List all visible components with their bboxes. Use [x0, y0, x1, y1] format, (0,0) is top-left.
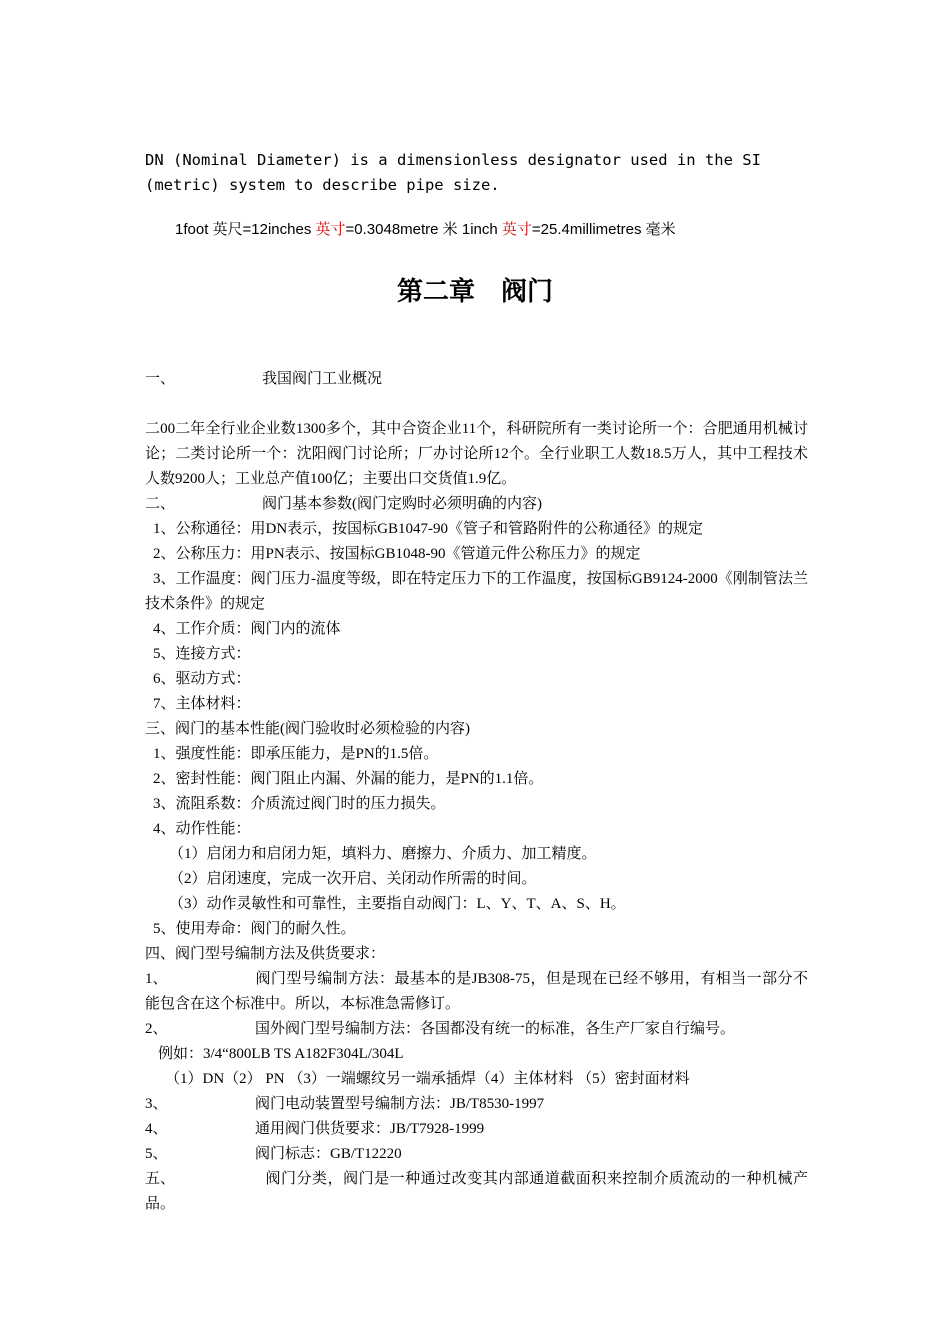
section-1-heading — [145, 367, 808, 392]
list-item — [145, 1017, 808, 1042]
list-item: 1、强度性能：即承压能力，是PN的1.5倍。 — [153, 746, 439, 762]
list-item — [145, 967, 808, 1017]
list-item: 3、流阻系数：介质流过阀门时的压力损失。 — [153, 796, 446, 812]
item-text: 阀门电动装置型号编制方法：JB/T8530-1997 — [255, 1096, 545, 1112]
section-number: 一、 — [145, 371, 176, 387]
item-number: 1、 — [145, 971, 168, 987]
item-number: 4、 — [145, 1121, 168, 1137]
item-text: 阀门型号编制方法：最基本的是JB308-75，但是现在已经不够用，有相当一部分不能包含在这个标准中。所以，本标准急需修订。 — [145, 971, 808, 1012]
section-title: 我国阀门工业概况 — [262, 371, 383, 387]
list-item: 3、工作温度：阀门压力-温度等级，即在特定压力下的工作温度，按国标GB9124-2000《刚制管法兰 技术条件》的规定 — [145, 571, 808, 612]
section-number: 二、 — [145, 496, 176, 512]
section-5-paragraph — [145, 1167, 808, 1217]
item-number: 3、 — [145, 1096, 168, 1112]
list-item: 2、公称压力：用PN表示、按国标GB1048-90《管道元件公称压力》的规定 — [153, 546, 641, 562]
list-item: 4、动作性能： — [153, 821, 251, 837]
list-item — [145, 1142, 808, 1167]
conversion-highlight-1: 英寸 — [315, 221, 346, 238]
list-item: 7、主体材料： — [153, 696, 251, 712]
item-text: 国外阀门型号编制方法：各国都没有统一的标准，各生产厂家自行编号。 — [255, 1021, 736, 1037]
chapter-number: 第二章 — [396, 277, 475, 307]
list-item: 1、公称通径：用DN表示，按国标GB1047-90《管子和管路附件的公称通径》的规定 — [153, 521, 704, 537]
section-text: 阀门分类，阀门是一种通过改变其内部通道截面积来控制介质流动的一种机械产品。 — [145, 1171, 808, 1212]
example-parts-line: （1）DN（2） PN （3）一端螺纹另一端承插焊（4）主体材料 （5）密封面材料 — [165, 1071, 690, 1087]
list-item — [145, 1092, 808, 1117]
list-item — [145, 1117, 808, 1142]
example-line: 例如：3/4“800LB TS A182F304L/304L — [158, 1046, 404, 1062]
section-4-heading: 四、阀门型号编制方法及供货要求： — [145, 946, 386, 962]
item-text: 通用阀门供货要求：JB/T7928-1999 — [255, 1121, 485, 1137]
item-text: 阀门标志：GB/T12220 — [255, 1146, 402, 1162]
section-3-heading: 三、阀门的基本性能(阀门验收时必须检验的内容) — [145, 721, 470, 737]
conversion-text-3: =25.4millimetres 毫米 — [531, 221, 676, 238]
conversion-text-2: =0.3048metre 米 1inch — [345, 221, 502, 238]
dn-definition: DN (Nominal Diameter) is a dimensionless designator used in the SI (metric) system to describe pipe size. — [145, 151, 761, 194]
sub-list-item: （1）启闭力和启闭力矩，填料力、磨擦力、介质力、加工精度。 — [169, 846, 597, 862]
list-item: 2、密封性能：阀门阻止内漏、外漏的能力，是PN的1.1倍。 — [153, 771, 544, 787]
conversion-text-1: 1foot 英尺=12inches — [175, 221, 316, 238]
document-body — [145, 367, 808, 1217]
conversion-highlight-2: 英寸 — [501, 221, 532, 238]
unit-conversion — [175, 219, 676, 241]
item-number: 5、 — [145, 1146, 168, 1162]
list-item: 4、工作介质：阀门内的流体 — [153, 621, 341, 637]
section-1-paragraph: 二00二年全行业企业数1300多个，其中合资企业11个，科研院所有一类讨论所一个：合肥通用机械讨论；二类讨论所一个：沈阳阀门讨论所；厂办讨论所12个。全行业职工人数18.5万人，其中工程技术人数9200人；工业总产值100亿；主要出口交货值1.9亿。 — [145, 421, 808, 487]
section-title: 阀门基本参数(阀门定购时必须明确的内容) — [262, 496, 542, 512]
sub-list-item: （2）启闭速度，完成一次开启、关闭动作所需的时间。 — [169, 871, 537, 887]
list-item: 6、驱动方式： — [153, 671, 251, 687]
section-number: 五、 — [145, 1171, 176, 1187]
item-number: 2、 — [145, 1021, 168, 1037]
list-item: 5、使用寿命：阀门的耐久性。 — [153, 921, 356, 937]
section-2-heading — [145, 492, 808, 517]
sub-list-item: （3）动作灵敏性和可靠性，主要指自动阀门：L、Y、T、A、S、H。 — [169, 896, 626, 912]
list-item: 5、连接方式： — [153, 646, 251, 662]
chapter-name: 阀门 — [501, 277, 554, 307]
chapter-title — [0, 272, 950, 312]
